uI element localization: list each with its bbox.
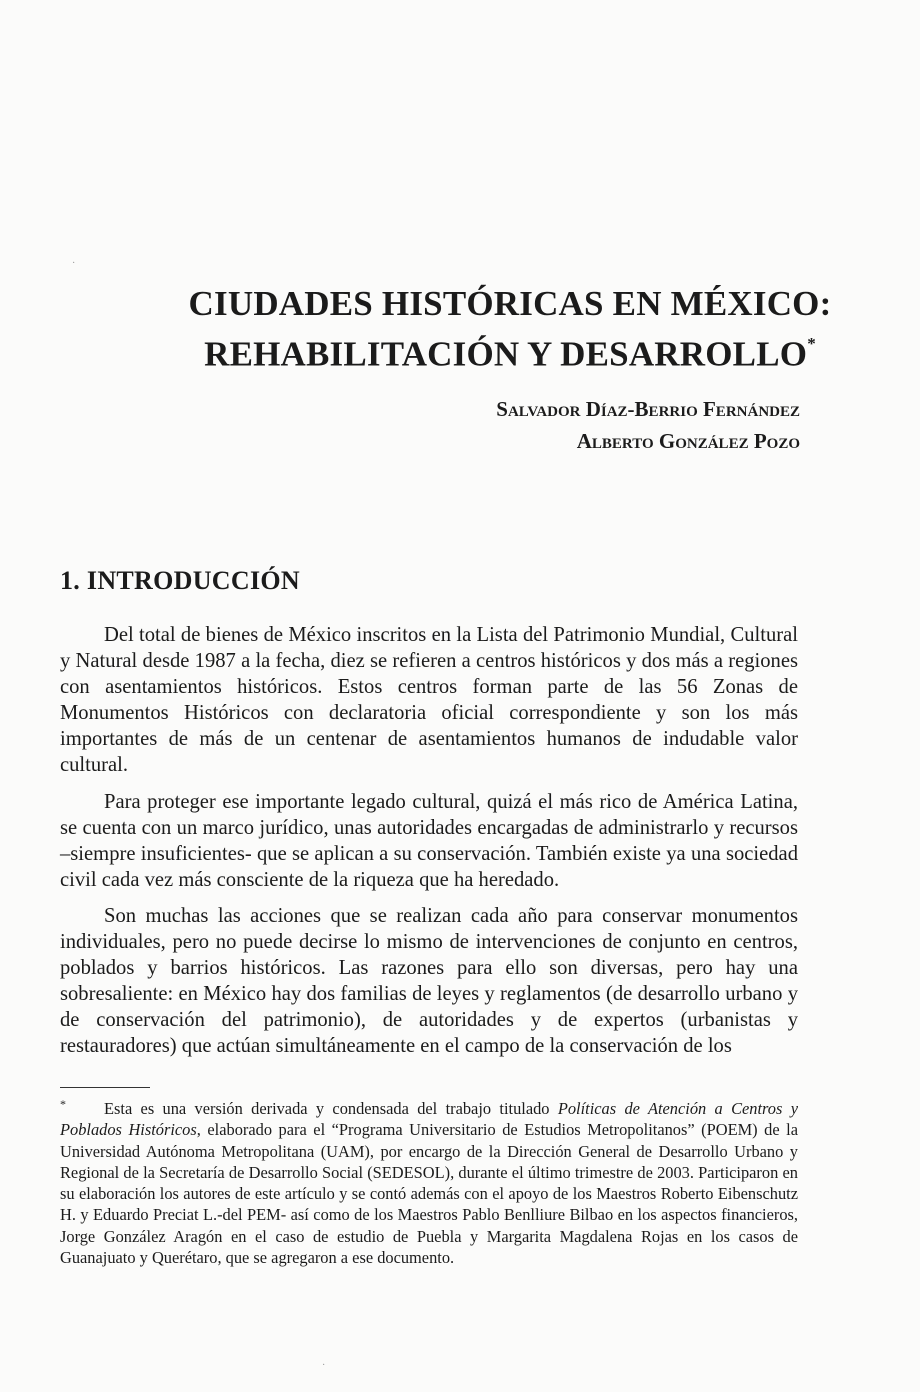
section-body — [60, 622, 798, 1070]
section-heading: 1. INTRODUCCIÓN — [60, 566, 300, 595]
title-line-2-text: REHABILITACIÓN Y DESARROLLO — [204, 334, 808, 374]
footnote-mark: * — [60, 1097, 66, 1111]
body-paragraph: Del total de bienes de México inscritos en la Lista del Patrimonio Mundial, Cultural y Natural desde 1987 a la fecha, diez se refieren a centros históricos y dos más a regiones con asentamientos históricos. Estos centros forman parte de las 56 Zonas de Monumentos Históricos con declaratoria oficial correspondiente y son los más importantes de más de un centenar de asentamientos humanos de indudable valor cultural. — [60, 624, 798, 777]
footnote-divider — [60, 1087, 150, 1088]
title-footnote-mark: * — [807, 334, 816, 353]
footnote-cited-title: Políticas de Atención a Centros y Poblados Históricos — [60, 1099, 798, 1140]
body-paragraph: Para proteger ese importante legado cultural, quizá el más rico de América Latina, se cuenta con un marco jurídico, unas autoridades encargadas de administrarlo y recursos –siempre insuficientes- que se aplican a su conservación. También existe ya una sociedad civil cada vez más consciente de la riqueza que ha heredado. — [60, 790, 798, 891]
title-line-2 — [150, 326, 870, 377]
author-name: Alberto González Pozo — [576, 429, 800, 453]
scan-speck: · — [72, 258, 76, 269]
body-paragraph: Son muchas las acciones que se realizan cada año para conservar monumentos individuales, pero no puede decirse lo mismo de intervenciones de conjunto en centros, poblados y barrios históricos. Las razones para ello son diversas, pero hay una sobresaliente: en México hay dos familias de leyes y reglamentos (de desarrollo urbano y de conservación del patrimonio), de autoridades y de expertos (urbanistas y restauradores) que actúan simultáneamente en el campo de la conservación de los — [60, 904, 798, 1058]
author-list — [496, 393, 800, 457]
footnote-text — [60, 1098, 798, 1268]
footnote-text-rest: , elaborado para el “Programa Universitario de Estudios Metropolitanos” (POEM) de la Universidad Autónoma Metropolitana (UAM), por encargo de la Dirección General de Desarrollo Urbano y Regional de la Secretaría de Desarrollo Social (SEDESOL), durante el último trimestre de 2003. Participaron en su elaboración los autores de este artículo y se contó además con el apoyo de los Maestros Roberto Eibenschutz H. y Eduardo Preciat L.-del PEM- así como de los Maestros Pablo Benlliure Bilbao en los aspectos financieros, Jorge González Aragón en el caso de estudio de Puebla y Margarita Magdalena Rojas en los casos de Guanajuato y Querétaro, que se agregaron a ese documento. — [60, 1120, 798, 1268]
footnote — [60, 1098, 798, 1268]
scan-speck: · — [322, 1360, 326, 1371]
article-title — [150, 282, 870, 377]
title-line-1: CIUDADES HISTÓRICAS EN MÉXICO: — [188, 284, 832, 323]
footnote-text-start: Esta es una versión derivada y condensada del trabajo titulado — [104, 1099, 558, 1118]
author-name: Salvador Díaz-Berrio Fernández — [496, 397, 800, 421]
